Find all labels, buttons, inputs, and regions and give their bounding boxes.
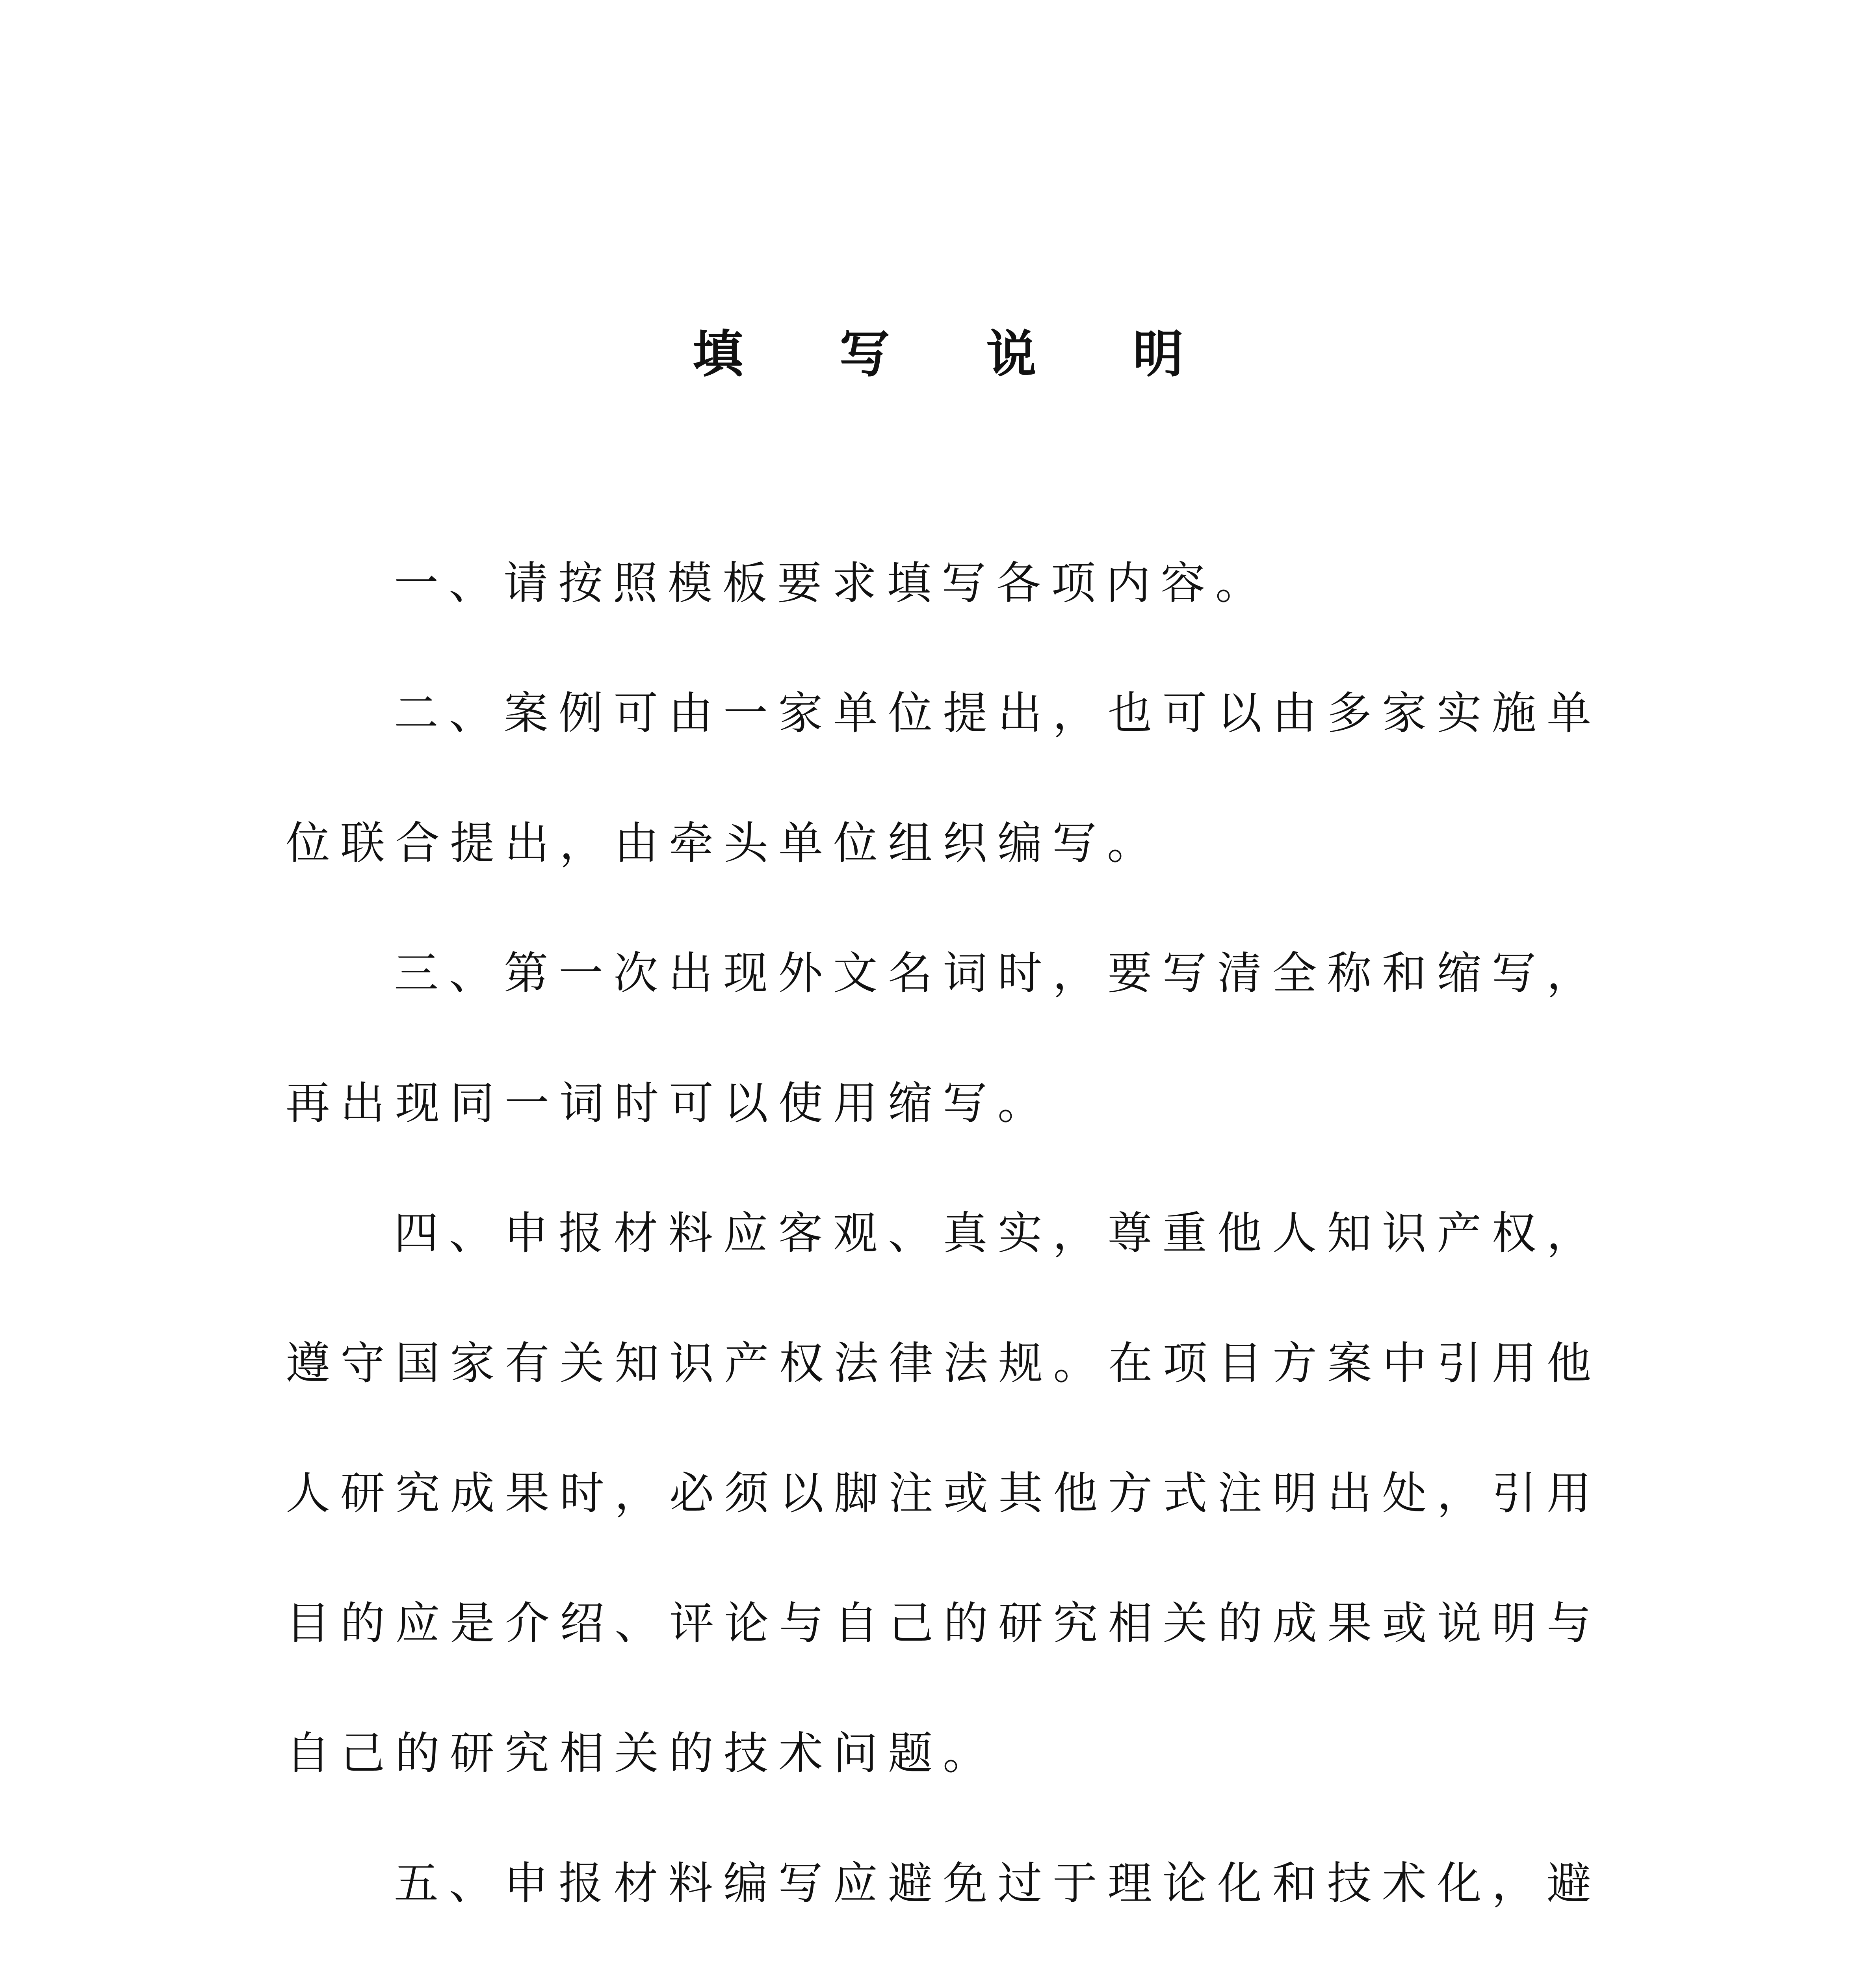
- page-title: 填 写 说 明: [693, 325, 1223, 384]
- instruction-paragraph-2: 二、案例可由一家单位提出，也可以由多家实施单位联合提出，由牵头单位组织编写。: [286, 687, 1601, 869]
- instruction-paragraph-4: 四、申报材料应客观、真实，尊重他人知识产权，遵守国家有关知识产权法律法规。在项目方案中引用他人研究成果时，必须以脚注或其他方式注明出处，引用目的应是介绍、评论与自己的研究相关的成果或说明与自己的研究相关的技术问题。: [286, 1207, 1601, 1779]
- instructions-body: [286, 518, 1601, 1970]
- instruction-paragraph-1: 一、请按照模板要求填写各项内容。: [394, 557, 1270, 609]
- instruction-paragraph-5: 五、申报材料编写应避免过于理论化和技术化，避: [394, 1857, 1601, 1909]
- instruction-paragraph-3: 三、第一次出现外文名词时，要写清全称和缩写，再出现同一词时可以使用缩写。: [286, 947, 1601, 1129]
